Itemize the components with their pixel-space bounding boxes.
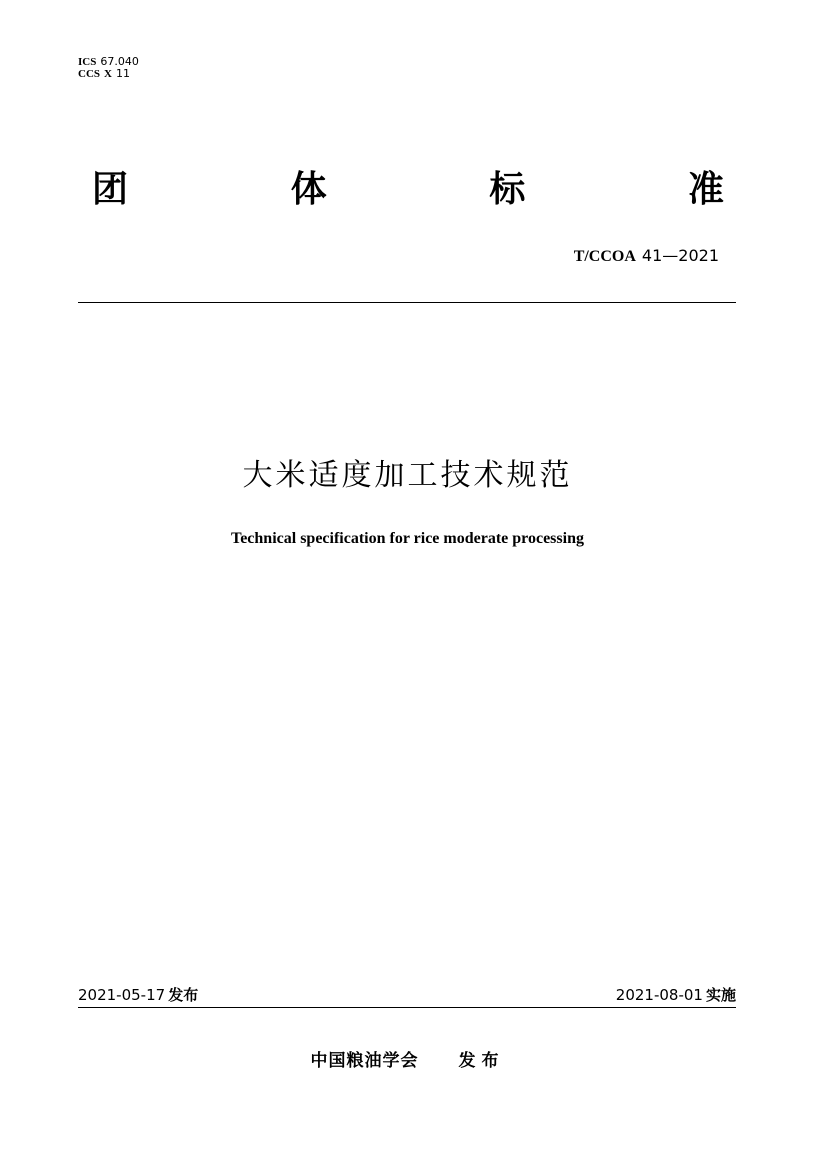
standard-type-char: 标 [489, 169, 526, 210]
standard-type-char: 团 [92, 169, 129, 210]
standard-number-value: 41—2021 [641, 246, 719, 265]
issue-date-block [78, 984, 198, 1005]
issue-date: 2021-05-17 [78, 986, 166, 1004]
standard-type-char: 准 [687, 169, 724, 210]
standard-type-char: 体 [290, 169, 327, 210]
footer-divider [78, 1007, 736, 1008]
ccs-code-number: 11 [115, 67, 130, 80]
standard-type [92, 168, 724, 212]
ccs-code-letter: X [104, 68, 112, 80]
header-divider [78, 302, 736, 303]
publisher-name: 中国粮油学会 [310, 1051, 419, 1071]
implement-date: 2021-08-01 [615, 986, 703, 1004]
ccs-line [78, 68, 130, 80]
standard-number [574, 246, 719, 266]
ics-code: 67.040 [100, 55, 139, 68]
document-title-chinese: 大米适度加工技术规范 [242, 458, 573, 493]
issue-label: 发布 [168, 986, 199, 1004]
publisher-line [0, 1046, 815, 1071]
implement-label: 实施 [705, 986, 736, 1004]
document-title-english: Technical specification for rice moderate processing [231, 530, 584, 547]
ics-label: ICS [78, 56, 97, 68]
standard-number-prefix: T/CCOA [573, 248, 636, 265]
implement-date-block [616, 984, 736, 1005]
publisher-action: 发布 [458, 1051, 505, 1071]
ccs-label: CCS [78, 68, 101, 80]
